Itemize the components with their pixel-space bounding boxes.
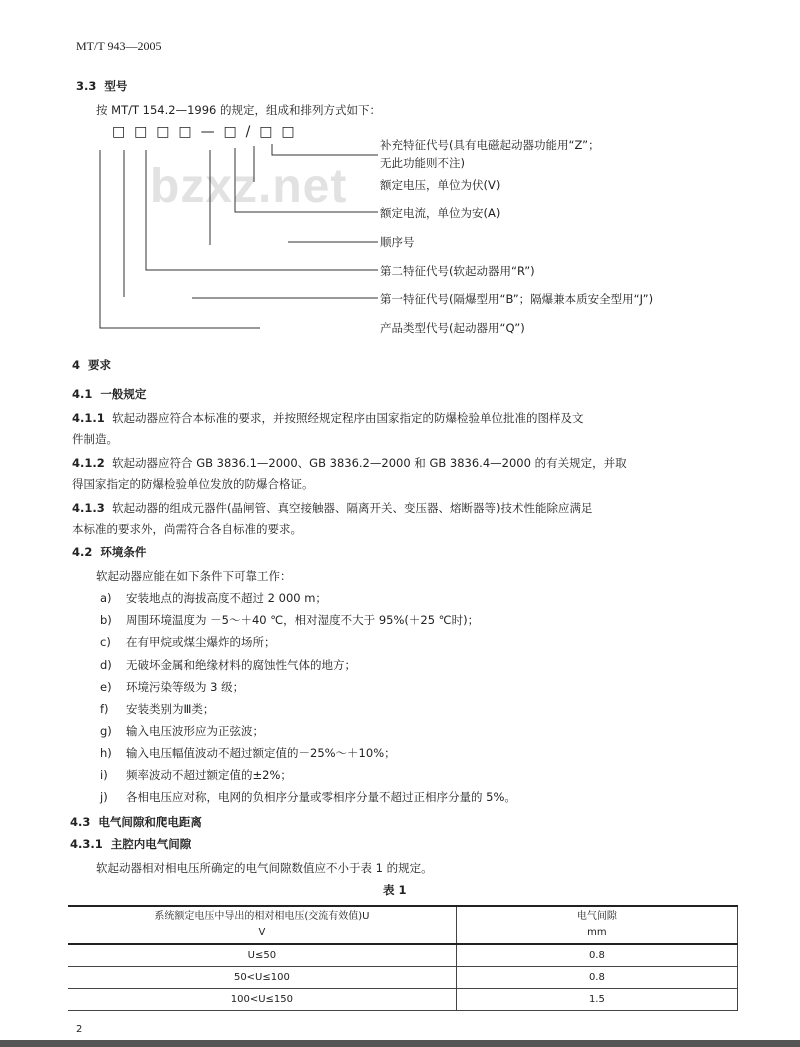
clause-4-1-3-cont: 本标准的要求外，尚需符合各自标准的要求。: [72, 522, 302, 536]
item-text: 输入电压幅值波动不超过额定值的－25%～＋10%；: [126, 746, 396, 760]
label-supplementary-code-cont: 无此功能则不注): [380, 156, 465, 170]
item-key: j): [100, 790, 108, 804]
table-row: 50<U≤100 0.8: [68, 967, 738, 989]
item-text: 无破坏金属和绝缘材料的腐蚀性气体的地方；: [126, 658, 356, 672]
label-first-feature-code: 第一特征代号(隔爆型用“B”；隔爆兼本质安全型用“J”): [380, 292, 654, 306]
table-row: U≤50 0.8: [68, 944, 738, 967]
section-number: 3.3: [76, 79, 97, 93]
section-4-heading: 4 要求: [72, 358, 112, 372]
item-key: e): [100, 680, 112, 694]
item-key: c): [100, 635, 111, 649]
condition-item: [100, 590, 327, 606]
item-key: i): [100, 768, 108, 782]
section-4-1-heading: 4.1 一般规定: [72, 387, 147, 401]
code-box: □: [281, 124, 295, 140]
item-key: b): [100, 613, 112, 627]
condition-item: [100, 679, 244, 695]
condition-item: [100, 723, 264, 739]
clause-4-1-1-cont: 件制造。: [72, 432, 118, 446]
label-rated-current: 额定电流，单位为安(A): [380, 206, 501, 220]
leader-line: [235, 148, 378, 212]
label-product-type-code: 产品类型代号(起动器用“Q”): [380, 321, 525, 335]
section-4-3-1-heading: 4.3.1 主腔内电气间隙: [70, 837, 192, 851]
section-3-3-intro: 按 MT/T 154.2—1996 的规定，组成和排列方式如下：: [96, 103, 381, 117]
section-4-2-intro: 软起动器应能在如下条件下可靠工作：: [96, 569, 292, 583]
code-box: □: [223, 124, 237, 140]
label-rated-voltage: 额定电压，单位为伏(V): [380, 178, 501, 192]
col-header-clearance: 电气间隙 mm: [456, 906, 737, 944]
item-text: 安装类别为Ⅲ类；: [126, 702, 215, 716]
condition-item: [100, 789, 516, 805]
clause-4-1-2: 4.1.2 软起动器应符合 GB 3836.1—2000、GB 3836.2—2000 和 GB 3836.4—2000 的有关规定，并取: [72, 456, 627, 470]
scan-border: [0, 1040, 800, 1047]
watermark: bzxz.net: [150, 160, 348, 213]
label-second-feature-code: 第二特征代号(软起动器用“R”): [380, 264, 535, 278]
leader-line: [272, 144, 378, 155]
code-box: □: [156, 124, 170, 140]
code-slash: /: [245, 124, 251, 140]
section-4-2-heading: 4.2 环境条件: [72, 545, 147, 559]
item-text: 在有甲烷或煤尘爆炸的场所；: [126, 635, 276, 649]
item-key: d): [100, 658, 112, 672]
condition-item: [100, 634, 276, 650]
item-text: 频率波动不超过额定值的±2%；: [126, 768, 292, 782]
section-4-3-heading: 4.3 电气间隙和爬电距离: [70, 815, 202, 829]
page-number: 2: [76, 1024, 83, 1035]
label-sequence-number: 顺序号: [380, 235, 415, 249]
item-text: 周围环境温度为 －5～＋40 ℃，相对湿度不大于 95%(＋25 ℃时)；: [126, 613, 480, 627]
document-header: MT/T 943—2005: [76, 39, 162, 53]
item-key: a): [100, 591, 112, 605]
table-row: 100<U≤150 1.5: [68, 989, 738, 1011]
code-dash: —: [200, 124, 215, 140]
condition-item: [100, 701, 214, 717]
label-supplementary-code: 补充特征代号(具有电磁起动器功能用“Z”；: [380, 138, 600, 152]
leader-line: [146, 150, 378, 270]
code-box: □: [134, 124, 148, 140]
item-text: 输入电压波形应为正弦波；: [126, 724, 264, 738]
item-text: 各相电压应对称，电网的负相序分量或零相序分量不超过正相序分量的 5%。: [126, 790, 516, 804]
item-key: g): [100, 724, 112, 738]
code-box: □: [178, 124, 192, 140]
clearance-table: [68, 905, 738, 1011]
clause-4-1-3: 4.1.3 软起动器的组成元器件(晶闸管、真空接触器、隔离开关、变压器、熔断器等)技术性能除应满足: [72, 501, 593, 515]
condition-item: [100, 612, 479, 628]
condition-item: [100, 767, 292, 783]
condition-item: [100, 657, 356, 673]
col-header-voltage: 系统额定电压中导出的相对相电压(交流有效值)U V: [68, 906, 456, 944]
section-4-3-1-body: 软起动器相对相电压所确定的电气间隙数值应不小于表 1 的规定。: [96, 861, 433, 875]
section-title: 型号: [104, 79, 128, 93]
table-caption: 表 1: [383, 883, 407, 897]
item-key: h): [100, 746, 112, 760]
code-box: □: [259, 124, 273, 140]
clause-4-1-2-cont: 得国家指定的防爆检验单位发放的防爆合格证。: [72, 477, 314, 491]
condition-item: [100, 745, 396, 761]
code-box: □: [112, 124, 126, 140]
clause-4-1-1: 4.1.1 软起动器应符合本标准的要求，并按照经规定程序由国家指定的防爆检验单位批准的图样及文: [72, 411, 584, 425]
item-key: f): [100, 702, 109, 716]
item-text: 环境污染等级为 3 级；: [126, 680, 245, 694]
item-text: 安装地点的海拔高度不超过 2 000 m；: [126, 591, 327, 605]
